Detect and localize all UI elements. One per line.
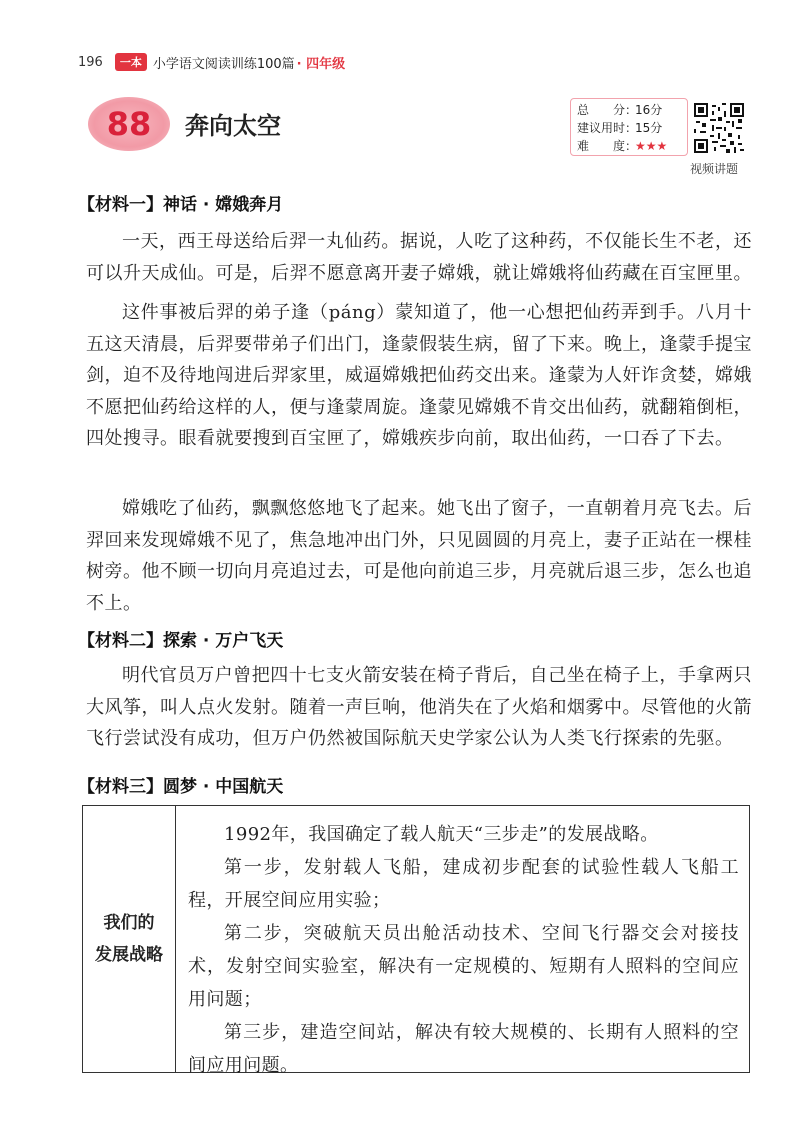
suggested-time-label: 建议用时： (577, 121, 638, 135)
strategy-content-cell (176, 806, 749, 1076)
difficulty-label: 难 度： (577, 139, 638, 153)
material1-paragraph-1: 一天，西王母送给后羿一丸仙药。据说，人吃了这种药，不仅能长生不老，还可以升天成仙。可是，后羿不愿意离开妻子嫦娥，就让嫦娥将仙药藏在百宝匣里。 (86, 231, 752, 284)
difficulty-row (577, 137, 681, 155)
strategy-label-cell (83, 806, 176, 1072)
book-title: 小学语文阅读训练100篇 (152, 56, 295, 72)
suggested-time-row (577, 119, 681, 137)
strategy-label-line2: 发展战略 (95, 945, 163, 965)
difficulty-stars: ★★★ (635, 139, 668, 153)
publisher-logo: 一本 (115, 53, 147, 71)
page-header (78, 50, 345, 74)
total-score-row (577, 101, 681, 119)
material2-paragraph-1: 明代官员万户曾把四十七支火箭安装在椅子背后，自己坐在椅子上，手拿两只大风筝，叫人点火发射。随着一声巨响，他消失在了火焰和烟雾中。尽管他的火箭飞行尝试没有成功，但万户仍然被国际航天史学家公认为人类飞行探索的先驱。 (86, 665, 752, 749)
strategy-step-2: 第二步，突破航天员出舱活动技术、空间飞行器交会对接技术，发射空间实验室，解决有一定规模的、短期有人照料的空间应用问题； (188, 923, 739, 1010)
strategy-step-1: 第一步，发射载人飞船，建成初步配套的试验性载人飞船工程，开展空间应用实验； (188, 857, 739, 911)
total-score-value: 16分 (635, 103, 663, 117)
grade-label: · 四年级 (296, 56, 346, 72)
lesson-number: 88 (106, 105, 152, 143)
material1-paragraph-3: 嫦娥吃了仙药，飘飘悠悠地飞了起来。她飞出了窗子，一直朝着月亮飞去。后羿回来发现嫦娥不见了，焦急地冲出门外，只见圆圆的月亮上，妻子正站在一棵桂树旁。他不顾一切向月亮追过去，可是他向前追三步，月亮就后退三步，怎么也追不上。 (86, 498, 752, 614)
total-score-label: 总 分： (577, 103, 638, 117)
page-number: 196 (78, 54, 103, 70)
development-strategy-table (82, 805, 750, 1076)
suggested-time-value: 15分 (635, 121, 663, 135)
material1-heading: 【材料一】神话 · 嫦娥奔月 (78, 195, 284, 215)
material1-paragraph-2: 这件事被后羿的弟子逢（páng）蒙知道了，他一心想把仙药弄到手。八月十五这天清晨，后羿要带弟子们出门，逢蒙假装生病，留了下来。晚上，逢蒙手提宝剑，迫不及待地闯进后羿家里，威逼嫦娥把仙药交出来。逢蒙为人奸诈贪婪，嫦娥不愿把仙药给这样的人，便与逢蒙周旋。逢蒙见嫦娥不肯交出仙药，就翻箱倒柜，四处搜寻。眼看就要搜到百宝匣了，嫦娥疾步向前，取出仙药，一口吞了下去。 (86, 302, 752, 449)
video-lesson-caption: 视频讲题 (690, 162, 739, 176)
strategy-step-3: 第三步，建造空间站，解决有较大规模的、长期有人照料的空间应用问题。 (188, 1022, 739, 1076)
lesson-number-badge (88, 97, 170, 151)
strategy-intro: 1992年，我国确定了载人航天“三步走”的发展战略。 (224, 824, 659, 845)
score-info-box (570, 98, 688, 156)
material3-heading: 【材料三】圆梦 · 中国航天 (78, 777, 284, 797)
material2-heading: 【材料二】探索 · 万户飞天 (78, 631, 284, 651)
qr-code-icon[interactable] (694, 103, 744, 153)
lesson-title: 奔向太空 (185, 112, 281, 140)
strategy-label-line1: 我们的 (103, 913, 155, 933)
